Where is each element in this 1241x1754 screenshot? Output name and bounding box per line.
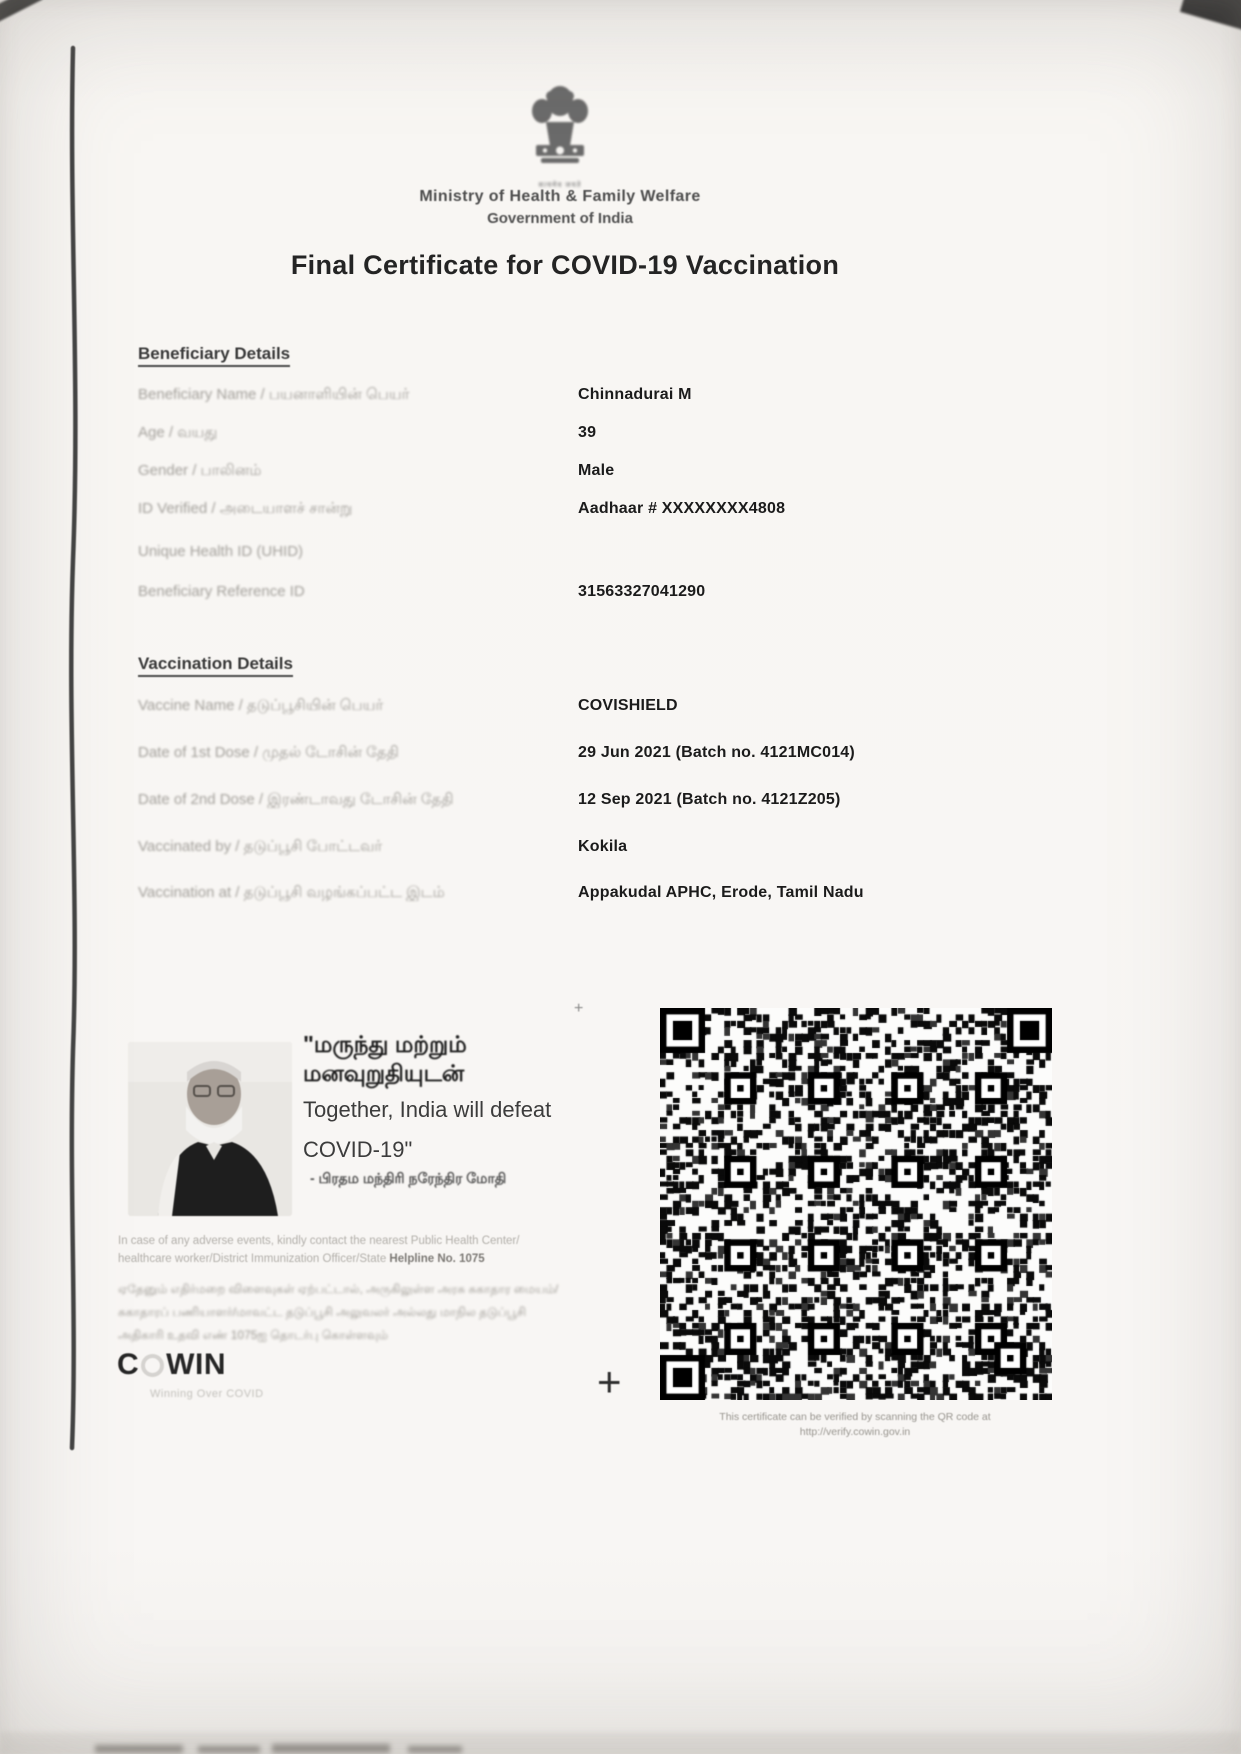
scan-smudge — [95, 1745, 183, 1753]
field-label: Vaccination at / தடுப்பூசி வழங்கப்பட்ட இடம் — [138, 884, 445, 901]
beneficiary-row — [0, 583, 1241, 609]
beneficiary-row — [0, 543, 1241, 569]
field-value: COVISHIELD — [578, 697, 678, 714]
cowin-o-icon — [141, 1354, 164, 1377]
qr-caption: This certificate can be verified by scanning the QR code at http://verify.cowin.gov.in — [719, 1411, 991, 1438]
beneficiary-row — [0, 386, 1241, 412]
beneficiary-row — [0, 462, 1241, 488]
field-label: ID Verified / அடையாளச் சான்று — [138, 500, 353, 517]
plus-mark-icon: + — [597, 1358, 622, 1405]
field-value: Male — [578, 462, 615, 479]
field-value: Appakudal APHC, Erode, Tamil Nadu — [578, 884, 864, 901]
national-emblem-icon — [500, 84, 620, 188]
field-value: Kokila — [578, 838, 628, 855]
field-label: Beneficiary Reference ID — [138, 583, 305, 600]
field-label: Beneficiary Name / பயனாளியின் பெயர் — [138, 386, 410, 403]
cowin-tagline: Winning Over COVID — [150, 1388, 264, 1400]
field-value: 31563327041290 — [578, 583, 706, 600]
field-label: Unique Health ID (UHID) — [138, 543, 304, 560]
beneficiary-row — [0, 424, 1241, 450]
field-label: Date of 2nd Dose / இரண்டாவது டோசின் தேதி — [138, 791, 454, 808]
beneficiary-details-heading: Beneficiary Details — [138, 344, 290, 367]
vaccination-row — [0, 744, 1241, 770]
vaccination-row — [0, 884, 1241, 910]
field-label: Date of 1st Dose / முதல் டோசின் தேதி — [138, 744, 399, 761]
scan-shadow — [0, 1732, 1241, 1754]
field-label: Gender / பாலினம் — [138, 462, 262, 479]
scan-smudge — [272, 1744, 390, 1753]
quote-english: Together, India will defeat COVID-19" — [303, 1097, 552, 1162]
scan-corner-mark — [1180, 0, 1241, 31]
scan-smudge — [408, 1746, 462, 1753]
certificate-title: Final Certificate for COVID-19 Vaccination — [290, 250, 840, 280]
field-value: 29 Jun 2021 (Batch no. 4121MC014) — [578, 744, 855, 761]
vaccination-details-heading: Vaccination Details — [138, 654, 293, 677]
government-name: Government of India — [487, 210, 633, 227]
quote-tamil: "மருந்து மற்றும் மனவுறுதியுடன் — [303, 1031, 467, 1086]
scan-smudge — [198, 1746, 260, 1753]
field-value: 12 Sep 2021 (Batch no. 4121Z205) — [578, 791, 841, 808]
field-value: 39 — [578, 424, 597, 441]
field-value: Chinnadurai M — [578, 386, 692, 403]
cowin-logo: C WIN — [117, 1348, 226, 1381]
ministry-name: Ministry of Health & Family Welfare — [419, 188, 701, 205]
emblem-motto: सत्यमेव जयते — [538, 182, 582, 189]
field-label: Vaccinated by / தடுப்பூசி போட்டவர் — [138, 838, 383, 855]
pm-portrait-photo — [128, 1042, 292, 1216]
field-label: Age / வயது — [138, 424, 218, 441]
quote-attribution: - பிரதம மந்திரி நரேந்திர மோதி — [310, 1170, 507, 1186]
field-label: Vaccine Name / தடுப்பூசியின் பெயர் — [138, 697, 384, 714]
helpline-number: Helpline No. 1075 — [389, 1253, 485, 1265]
adverse-notice-english: In case of any adverse events, kindly contact the nearest Public Health Center/ healthcare worker/District Immunization Officer/State Helpline No. 1075 — [118, 1235, 520, 1265]
vaccination-row — [0, 791, 1241, 817]
adverse-notice-tamil: ஏதேனும் எதிர்மறை விளைவுகள் ஏற்பட்டால், அருகிலுள்ள அரசு சுகாதார மையம்/ சுகாதாரப் பணியாளர்/மாவட்ட தடுப்பூசி அலுவலர் அல்லது மாநில தடுப்பூசி அதிகாரி உதவி எண் 1075ஐ தொடர்பு கொள்ளவும் — [118, 1282, 559, 1342]
qr-code — [660, 1008, 1052, 1400]
scan-corner-mark — [0, 0, 43, 23]
plus-mark-icon: + — [574, 1000, 584, 1017]
field-value: Aadhaar # XXXXXXXX4808 — [578, 500, 786, 517]
vaccination-row — [0, 838, 1241, 864]
vaccination-row — [0, 697, 1241, 723]
beneficiary-row — [0, 500, 1241, 526]
